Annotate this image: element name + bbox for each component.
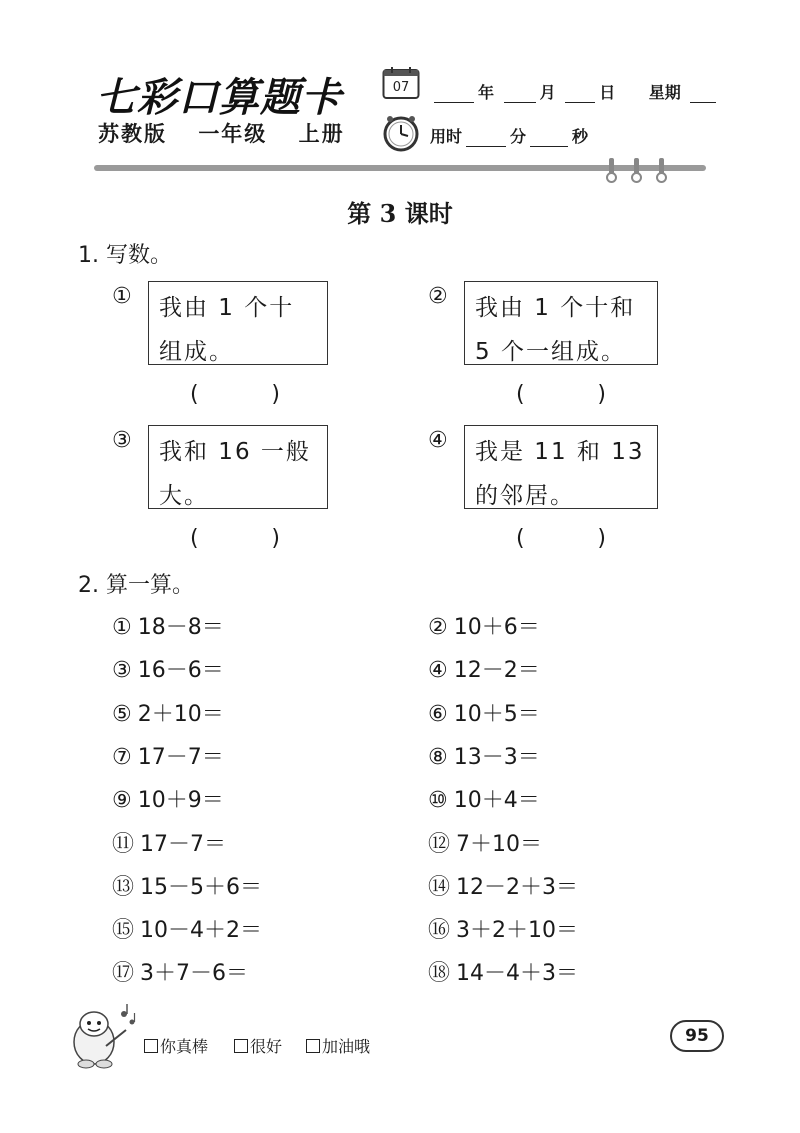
calc-problem[interactable]	[112, 870, 262, 901]
problem-expression: 2＋10＝	[137, 701, 224, 727]
problem-expression: 16－6＝	[137, 658, 224, 684]
header-divider	[94, 165, 706, 171]
problem-number: ⑦	[112, 744, 132, 770]
calendar-day: 07	[392, 80, 410, 95]
problem-number: ⑰	[112, 961, 135, 987]
item-number: ③	[112, 428, 132, 453]
grade: 一年级	[198, 122, 268, 146]
calc-problem[interactable]	[112, 913, 262, 944]
rating-option[interactable]: 你真棒	[144, 1034, 208, 1057]
calc-problem[interactable]	[112, 783, 224, 814]
problem-number: ⑤	[112, 701, 132, 727]
month-blank[interactable]	[504, 86, 536, 103]
section1-title: 1. 写数。	[78, 243, 172, 268]
weekday-blank[interactable]	[690, 86, 716, 103]
minutes-blank[interactable]	[466, 130, 506, 147]
item-number: ④	[428, 428, 448, 453]
problem-expression: 15－5＋6＝	[140, 874, 263, 900]
problem-expression: 3＋2＋10＝	[456, 918, 579, 944]
problem-number: ⑮	[112, 918, 135, 944]
calc-problem[interactable]	[112, 827, 226, 858]
problem-number: ⑬	[112, 874, 135, 900]
calc-problem[interactable]	[112, 956, 248, 987]
problem-number: ⑨	[112, 788, 132, 814]
problem-number: ⑧	[428, 744, 448, 770]
lesson-title: 第 3 课时	[347, 199, 453, 228]
logo-title: 七彩口算题卡	[96, 74, 342, 121]
section2-title: 2. 算一算。	[78, 573, 194, 598]
problem-expression: 10－4＋2＝	[140, 918, 263, 944]
problem-expression: 10＋4＝	[453, 788, 540, 814]
calc-problem[interactable]	[428, 697, 540, 728]
volume: 上册	[298, 122, 345, 146]
problem-number: ⑫	[428, 831, 451, 857]
mascot-icon	[66, 1002, 138, 1072]
problem-number: ⑪	[112, 831, 135, 857]
problem-expression: 7＋10＝	[456, 831, 543, 857]
problem-number: ⑭	[428, 874, 451, 900]
answer-parens[interactable]: ( )	[190, 526, 280, 551]
time-fields: 用时 分 秒	[430, 127, 589, 146]
problem-expression: 17－7＝	[137, 744, 224, 770]
calc-problem[interactable]	[428, 956, 578, 987]
problem-number: ⑱	[428, 961, 451, 987]
answer-parens[interactable]: ( )	[516, 526, 606, 551]
binder-pin	[634, 158, 639, 176]
problem-expression: 3＋7－6＝	[140, 961, 249, 987]
clock-icon	[382, 114, 420, 152]
problem-expression: 10＋9＝	[137, 788, 224, 814]
day-blank[interactable]	[565, 86, 595, 103]
problem-expression: 18－8＝	[137, 615, 224, 640]
problem-number: ④	[428, 658, 448, 684]
checkbox[interactable]	[306, 1039, 320, 1053]
problem-expression: 17－7＝	[140, 831, 227, 857]
calc-problem[interactable]	[428, 870, 578, 901]
calendar-icon	[382, 66, 420, 100]
item-number: ①	[112, 284, 132, 309]
problem-expression: 10＋5＝	[453, 701, 540, 727]
calc-problem[interactable]	[428, 653, 540, 684]
problem-number: ③	[112, 658, 132, 684]
calc-problem[interactable]	[112, 697, 224, 728]
calc-problem[interactable]	[428, 783, 540, 814]
binder-pin	[609, 158, 614, 176]
binder-pin	[659, 158, 664, 176]
rating-option[interactable]: 很好	[234, 1034, 282, 1057]
page-number: 95	[670, 1020, 724, 1052]
problem-number: ①	[112, 615, 132, 640]
problem-number: ⑩	[428, 788, 448, 814]
date-fields: 年 月 日 星期	[430, 80, 720, 103]
riddle-box: 我是 11 和 13 的邻居。	[464, 425, 658, 509]
calc-problem[interactable]	[112, 653, 224, 684]
publisher: 苏教版	[98, 122, 167, 146]
calc-problem[interactable]	[428, 827, 542, 858]
calc-problem[interactable]	[428, 610, 540, 641]
problem-expression: 12－2＝	[453, 658, 540, 684]
problem-expression: 12－2＋3＝	[456, 874, 579, 900]
checkbox[interactable]	[234, 1039, 248, 1053]
seconds-blank[interactable]	[530, 130, 568, 147]
problem-expression: 14－4＋3＝	[456, 961, 579, 987]
calc-problem[interactable]	[428, 740, 540, 771]
problem-number: ⑯	[428, 918, 451, 944]
riddle-box: 我由 1 个十和 5 个一组成。	[464, 281, 658, 365]
problem-expression: 10＋6＝	[453, 615, 540, 640]
problem-number: ⑥	[428, 701, 448, 727]
year-blank[interactable]	[434, 86, 474, 103]
riddle-box: 我和 16 一般 大。	[148, 425, 328, 509]
rating-option[interactable]: 加油哦	[306, 1034, 370, 1057]
answer-parens[interactable]: ( )	[190, 382, 280, 407]
calc-problem[interactable]	[112, 610, 224, 641]
item-number: ②	[428, 284, 448, 309]
book-info	[98, 118, 367, 148]
answer-parens[interactable]: ( )	[516, 382, 606, 407]
calc-problem[interactable]	[428, 913, 578, 944]
problem-number: ②	[428, 615, 448, 640]
problem-expression: 13－3＝	[453, 744, 540, 770]
checkbox[interactable]	[144, 1039, 158, 1053]
riddle-box: 我由 1 个十 组成。	[148, 281, 328, 365]
calc-problem[interactable]	[112, 740, 224, 771]
